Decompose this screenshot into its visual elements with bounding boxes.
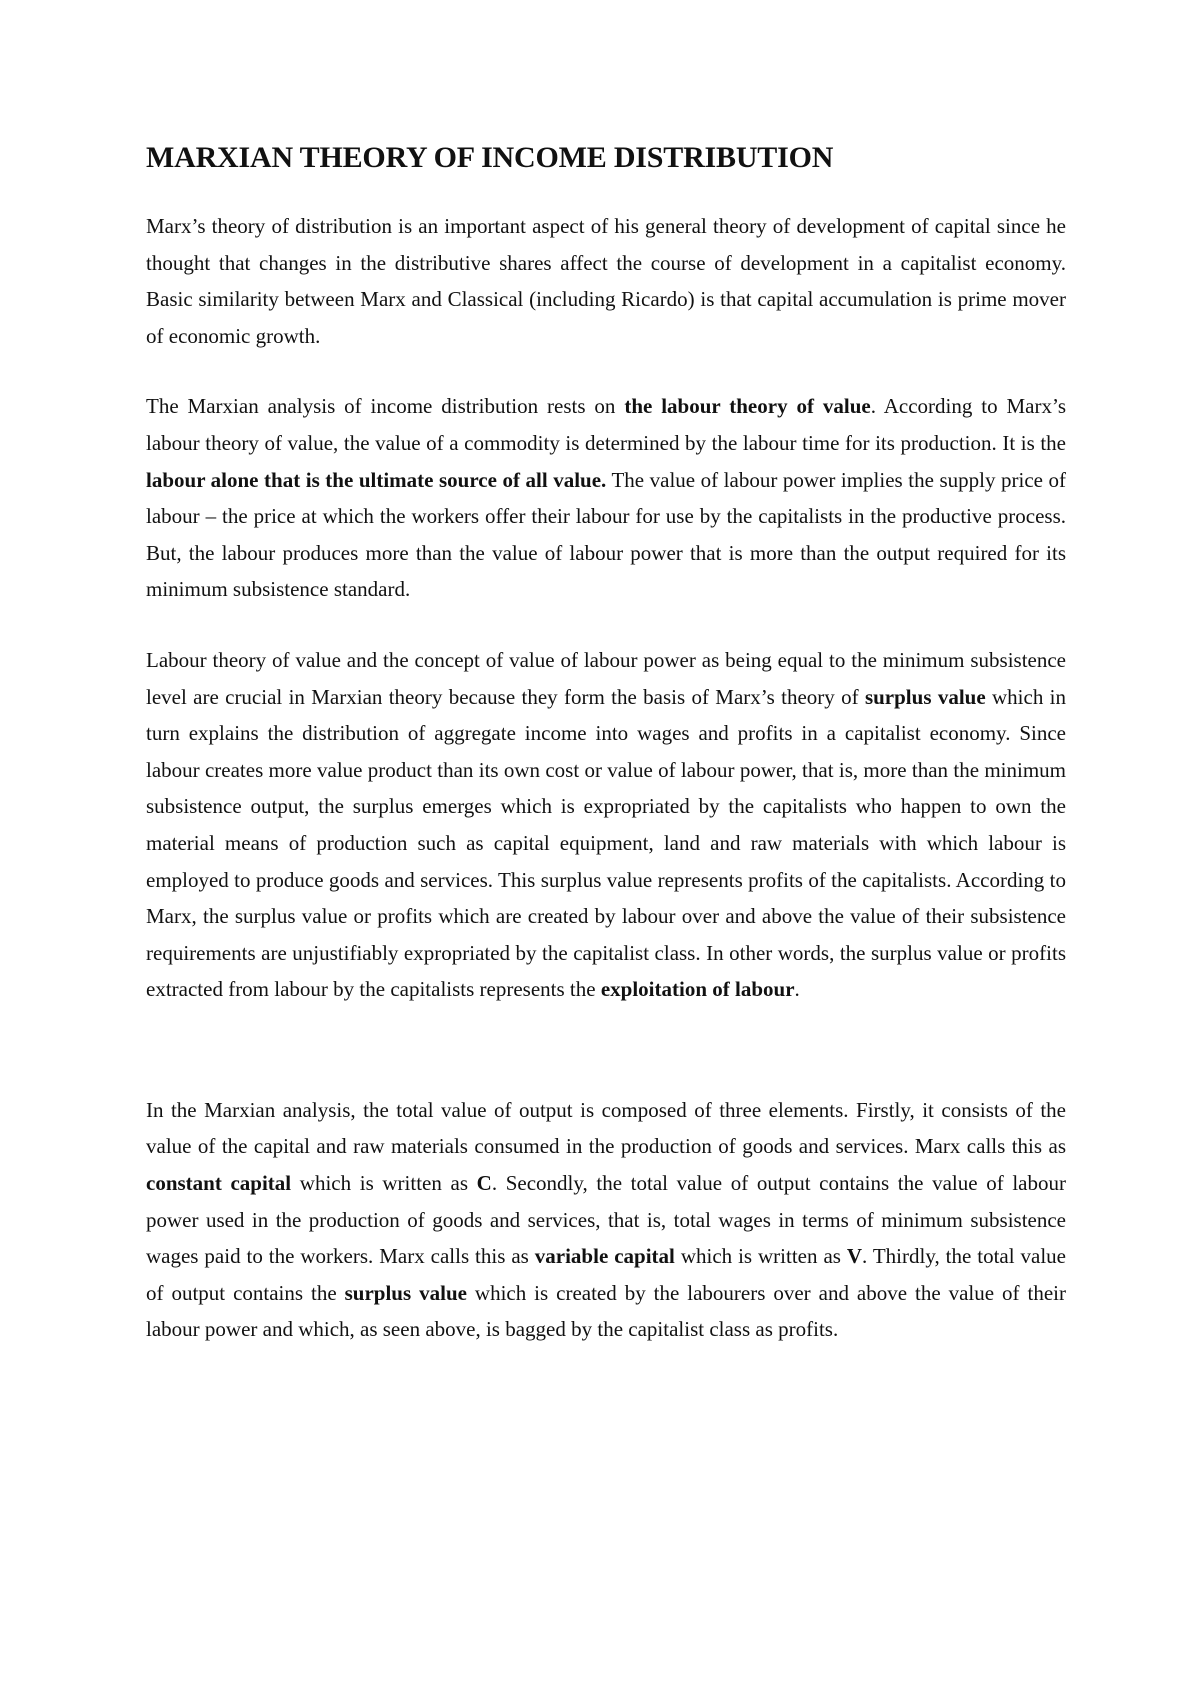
paragraph-4 [146,1092,1066,1348]
text-run: . [794,977,800,1002]
bold-term: constant capital [146,1171,292,1196]
paragraph-1 [146,208,1066,354]
bold-term: surplus value [344,1280,467,1305]
text-run: Marx’s theory of distribution is an important aspect of his general theory of development of capital since he thought that changes in the distributive shares affect the course of development in a capitalist economy. Basic similarity between Marx and Classical (including Ricardo) is that capital accumulation is prime mover of economic growth. [146,214,1066,348]
document-page [146,138,1066,1382]
text-run: which is created by the labourers over and above the value of their labour power and which, as seen above, is bagged by the capitalist class as profits. [146,1280,1066,1342]
bold-term: V [846,1244,863,1269]
text-run: The value of labour power implies the supply price of labour – the price at which the workers offer their labour for use by the capitalists in the productive process. But, the labour produces more than the value of labour power that is more than the output required for its minimum subsistence standard. [146,467,1066,602]
bold-term: the labour theory of value [624,394,871,419]
text-run: . Secondly, the total value of output contains the value of labour power used in the production of goods and services, that is, total wages in terms of minimum subsistence wages paid to the workers. Marx calls this as [146,1171,1066,1269]
bold-term: variable capital [534,1244,675,1269]
document-title: MARXIAN THEORY OF INCOME DISTRIBUTION [146,141,834,174]
paragraph-2 [146,388,1066,608]
text-run: The Marxian analysis of income distribution rests on [146,394,625,419]
bold-term: exploitation of labour [600,977,795,1002]
text-run: which is written as [674,1244,847,1269]
text-run: Labour theory of value and the concept of value of labour power as being equal to the minimum subsistence level are crucial in Marxian theory because they form the basis of Marx’s theory of [146,647,1066,709]
bold-term: labour alone that is the ultimate source of all value. [146,467,607,492]
text-run: which is written as [291,1171,477,1196]
bold-term: C [476,1171,492,1196]
paragraph-3 [146,642,1066,1008]
text-run: . According to Marx’s labour theory of value, the value of a commodity is determined by the labour time for its production. It is the [146,394,1066,455]
text-run: which in turn explains the distribution of aggregate income into wages and profits in a capitalist economy. Since labour creates more value product than its own cost or value of labour power, that is, more than the minimum subsistence output, the surplus emerges which is expropriated by the capitalists who happen to own the material means of production such as capital equipment, land and raw materials with which labour is employed to produce goods and services. This surplus value represents profits of the capitalists. According to Marx, the surplus value or profits which are created by labour over and above the value of their subsistence requirements are unjustifiably expropriated by the capitalist class. In other words, the surplus value or profits extracted from labour by the capitalists represents the [146,684,1066,1002]
bold-term: surplus value [864,684,986,709]
text-run: . Thirdly, the total value of output contains the [146,1244,1067,1305]
text-run: In the Marxian analysis, the total value of output is composed of three elements. Firstly, it consists of the value of the capital and raw materials consumed in the production of goods and services. Marx calls this as [146,1097,1066,1159]
